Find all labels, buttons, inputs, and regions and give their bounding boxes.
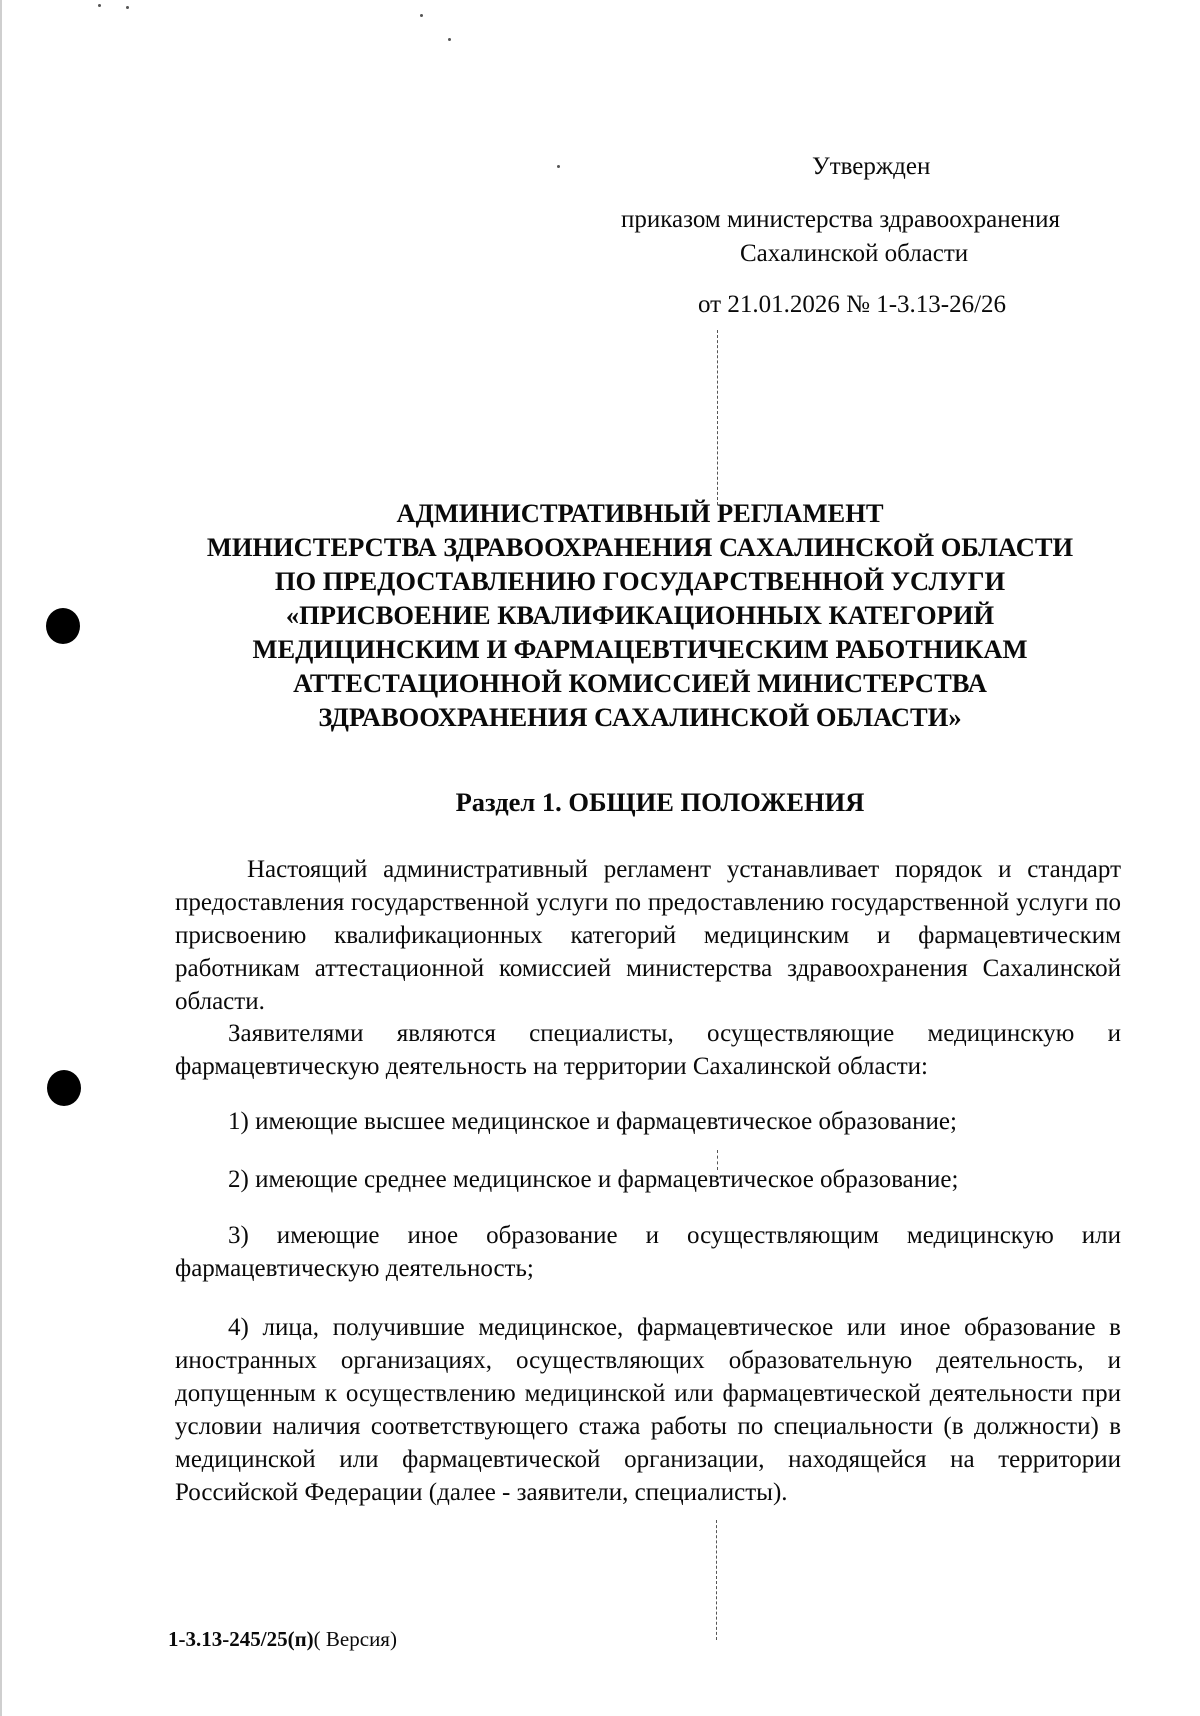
document-title <box>160 496 1120 734</box>
title-line: АТТЕСТАЦИОННОЙ КОМИССИЕЙ МИНИСТЕРСТВА <box>293 668 987 698</box>
title-line: ЗДРАВООХРАНЕНИЯ САХАЛИНСКОЙ ОБЛАСТИ» <box>318 702 962 732</box>
list-item: 4) лица, получившие медицинское, фармацевтическое или иное образование в иностранных организациях, осуществляющих образовательную деятельность, и допущенным к осуществлению медицинской или фармацевтической деятельности при условии наличия соответствующего стажа работы по специальности (в должности) в медицинской или фармацевтической организации, находящейся на территории Российской Федерации (далее - заявители, специалисты). <box>175 1314 1121 1506</box>
applicants-paragraph: Заявителями являются специалисты, осуществляющие медицинскую и фармацевтическую деятельность на территории Сахалинской области: <box>175 1020 1121 1080</box>
approval-region: Сахалинской области <box>740 240 969 267</box>
scan-speck <box>98 4 101 7</box>
intro-paragraph: Настоящий административный регламент устанавливает порядок и стандарт предоставления государственной услуги по предоставлению государственной услуги по присвоению квалификационных категорий медицинским и фармацевтическим работникам аттестационной комиссией министерства здравоохранения Сахалинской области. <box>175 856 1121 1015</box>
section-heading: Раздел 1. ОБЩИЕ ПОЛОЖЕНИЯ <box>455 787 865 817</box>
scan-fold-line <box>717 330 718 505</box>
approval-title: Утвержден <box>812 153 931 180</box>
punch-hole-mark <box>47 1070 81 1106</box>
title-line: АДМИНИСТРАТИВНЫЙ РЕГЛАМЕНТ <box>396 498 884 528</box>
approval-order: приказом министерства здравоохранения <box>621 206 1060 233</box>
scan-fold-line <box>717 1150 718 1170</box>
scan-fold-line <box>716 1520 717 1640</box>
scan-speck <box>557 165 560 168</box>
document-footer <box>168 1627 397 1652</box>
document-version: ( Версия) <box>313 1627 397 1651</box>
list-item: 1) имеющие высшее медицинское и фармацевтическое образование; <box>228 1108 957 1135</box>
punch-hole-mark <box>46 608 80 644</box>
title-line: МЕДИЦИНСКИМ И ФАРМАЦЕВТИЧЕСКИМ РАБОТНИКАМ <box>252 634 1028 664</box>
title-line: ПО ПРЕДОСТАВЛЕНИЮ ГОСУДАРСТВЕННОЙ УСЛУГИ <box>274 566 1006 596</box>
document-code: 1-3.13-245/25(п) <box>168 1627 314 1651</box>
list-item: 2) имеющие среднее медицинское и фармацевтическое образование; <box>228 1166 959 1193</box>
scan-speck <box>448 38 451 41</box>
title-line: «ПРИСВОЕНИЕ КВАЛИФИКАЦИОННЫХ КАТЕГОРИЙ <box>285 600 995 630</box>
list-item: 3) имеющие иное образование и осуществляющим медицинскую или фармацевтическую деятельность; <box>175 1222 1121 1282</box>
scan-edge-line <box>0 0 2 1716</box>
scan-speck <box>126 6 129 9</box>
title-line: МИНИСТЕРСТВА ЗДРАВООХРАНЕНИЯ САХАЛИНСКОЙ ОБЛАСТИ <box>206 532 1074 562</box>
approval-date: от 21.01.2026 № 1-3.13-26/26 <box>698 291 1007 318</box>
scan-speck <box>420 14 423 17</box>
